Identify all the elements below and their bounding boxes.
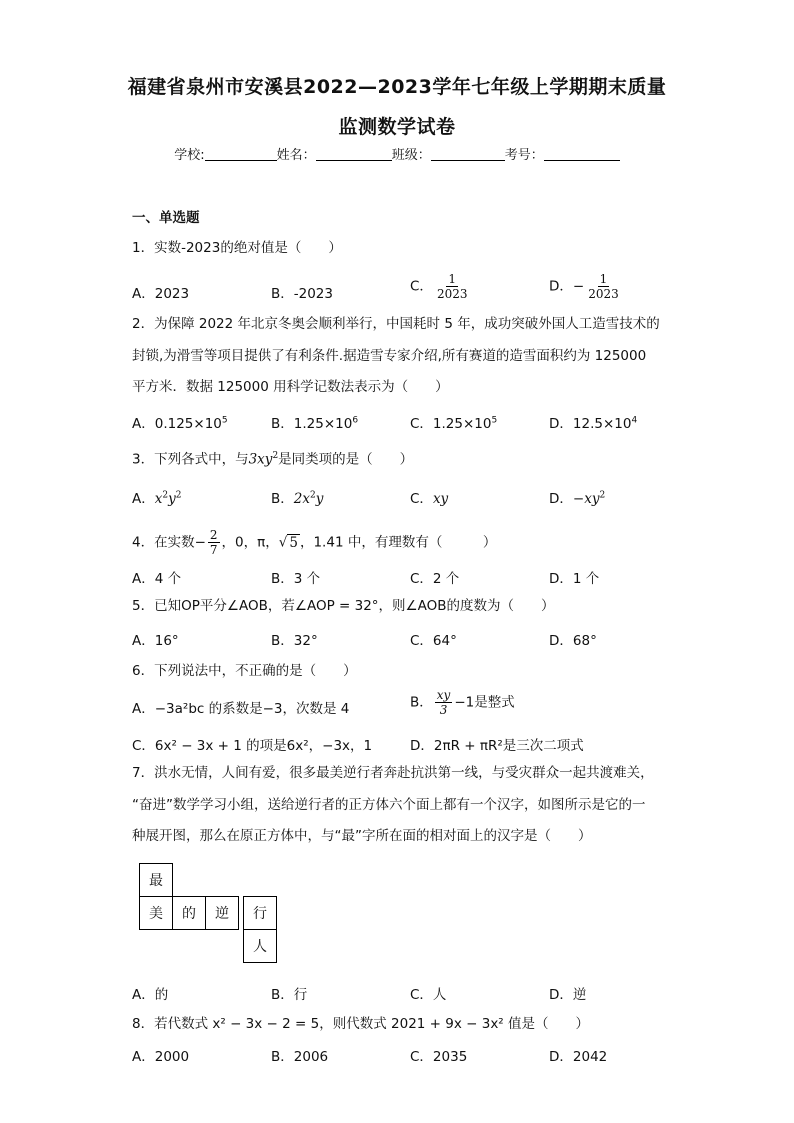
q1-option-c — [410, 272, 471, 301]
net-cell-ni: 逆 — [205, 896, 239, 930]
class-label: 班级： — [391, 148, 431, 163]
q4-option-c: C．2 个 — [410, 571, 460, 587]
q2-option-d: D．$12.5\times 10^4$ — [549, 415, 638, 432]
q7-option-b: B．行 — [271, 987, 308, 1003]
q3-option-c: C．xy — [410, 491, 449, 507]
q6-option-c: C．6x² − 3x + 1 的项是6x²，−3x，1 — [132, 738, 373, 754]
school-label: 学校: — [174, 148, 205, 163]
q2-option-c: C．$1.25\times 10^5$ — [410, 415, 498, 432]
school-blank[interactable] — [205, 146, 277, 161]
question-7-stem: 7．洪水无情，人间有爱，很多最美逆行者奔赴抗洪第一线，与受灾群众一起共渡难关， “奋进”数学学习小组，送给逆行者的正方体六个面上都有一个汉字，如图所示是它的一 种展开图，那么在原正方体中，与“最”字所在面的相对面上的汉字是（ ） — [132, 765, 654, 844]
question-4-stem: 4．在实数− $\frac{2}{7}$ ，0，π，√ 5 ，1.41 中，有理数有（ ） — [132, 528, 497, 557]
question-1-stem: 1．实数-2023的绝对值是（ ） — [132, 240, 342, 256]
q1-option-a: A．2023 — [132, 286, 190, 302]
q2-option-a: A．$0.125\times 10^5$ — [132, 415, 228, 432]
q3-option-d: D．$-xy^2$ — [549, 490, 606, 507]
question-3-stem: 3．下列各式中，与$3xy^2$是同类项的是（ ） — [132, 451, 414, 468]
net-cell-de: 的 — [172, 896, 206, 930]
exam-title-line2: 监测数学试卷 — [338, 116, 456, 138]
q4-option-b: B．3 个 — [271, 571, 321, 587]
q1-option-c-label: C． — [410, 278, 433, 295]
q4-option-a: A．4 个 — [132, 571, 182, 587]
q7-option-d: D．逆 — [549, 987, 587, 1003]
q7-option-c: C．人 — [410, 987, 447, 1003]
q4-option-d: D．1 个 — [549, 571, 600, 587]
q6-fraction: $\frac{xy}{3}$ — [436, 688, 451, 717]
question-2-stem: 2．为保障 2022 年北京冬奥会顺利举行，中国耗时 5 年，成功突破外国人工造雪技术的 封锁,为滑雪等项目提供了有利条件.据造雪专家介绍,所有赛道的造雪面积约为 125000 平方米．数据 125000 用科学记数法表示为（ ） — [132, 316, 660, 395]
net-cell-xing: 行 — [243, 896, 277, 930]
class-blank[interactable] — [431, 146, 505, 161]
student-info-row — [0, 144, 794, 163]
q6-option-b: B． $\frac{xy}{3}$ −1是整式 — [410, 688, 515, 717]
q6-option-d: D．2πR + πR²是三次二项式 — [410, 738, 584, 754]
name-label: 姓名： — [276, 148, 316, 163]
q8-option-d: D．2042 — [549, 1049, 608, 1065]
q3-option-b: B．$2x^2y$ — [271, 490, 324, 507]
q2-option-b: B．$1.25\times 10^6$ — [271, 415, 359, 432]
question-5-stem: 5．已知OP平分∠AOB，若∠AOP = 32°，则∠AOB的度数为（ ） — [132, 598, 555, 614]
q1-option-b: B．-2023 — [271, 286, 333, 302]
net-cell-mei: 美 — [139, 896, 173, 930]
q7-option-a: A．的 — [132, 987, 169, 1003]
q1-option-c-fraction: $\frac{1}{2023}$ — [436, 272, 468, 301]
q8-option-c: C．2035 — [410, 1049, 468, 1065]
question-8-stem: 8．若代数式 x² − 3x − 2 = 5，则代数式 2021 + 9x − 3x² 值是（ ） — [132, 1016, 590, 1032]
number-blank[interactable] — [544, 146, 620, 161]
q5-option-a: A．16° — [132, 633, 179, 649]
q8-option-a: A．2000 — [132, 1049, 190, 1065]
q1-option-d-label: D．− — [549, 278, 585, 295]
q3-option-a: A．$x^2y^2$ — [132, 490, 182, 507]
q5-option-b: B．32° — [271, 633, 318, 649]
name-blank[interactable] — [316, 146, 392, 161]
q1-option-d-fraction: $\frac{1}{2023}$ — [588, 272, 619, 301]
question-6-stem: 6．下列说法中，不正确的是（ ） — [132, 663, 357, 679]
q8-option-b: B．2006 — [271, 1049, 329, 1065]
exam-title-line1: 福建省泉州市安溪县2022—2023学年七年级上学期期末质量 — [127, 76, 667, 98]
q4-fraction: $\frac{2}{7}$ — [209, 528, 218, 557]
q1-option-d — [549, 272, 623, 301]
net-cell-zui: 最 — [139, 863, 173, 897]
net-cell-ren: 人 — [243, 929, 277, 963]
number-label: 考号： — [504, 148, 544, 163]
q5-option-c: C．64° — [410, 633, 457, 649]
q6-option-a: A．−3a²bc 的系数是−3，次数是 4 — [132, 701, 350, 717]
q5-option-d: D．68° — [549, 633, 597, 649]
section-heading: 一、单选题 — [132, 210, 200, 226]
